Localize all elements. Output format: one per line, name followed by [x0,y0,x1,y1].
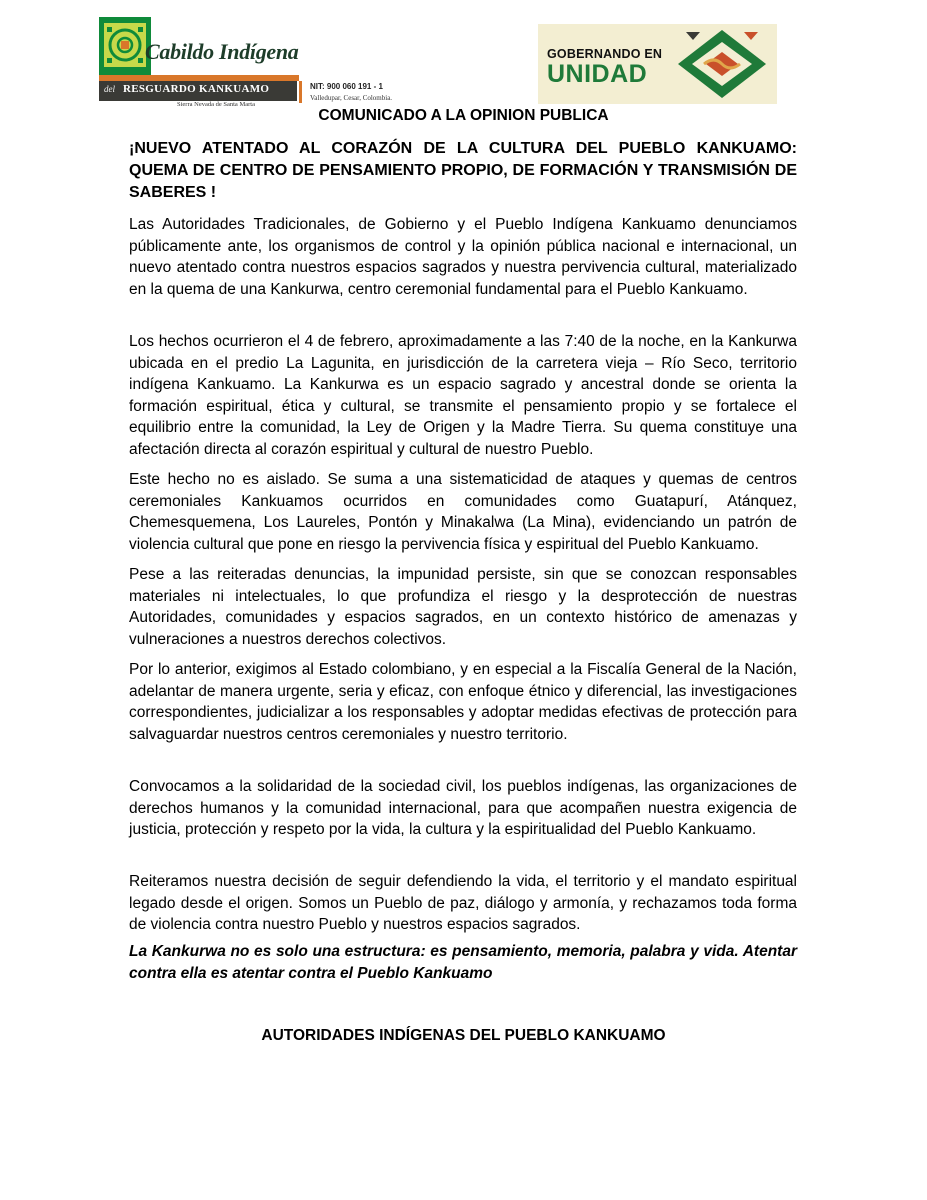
cabildo-indigena-logo [99,17,409,108]
paragraph-3: Este hecho no es aislado. Se suma a una sistematicidad de ataques y quemas de centros ceremoniales Kankuamos ocurridos en comunidades como Guatapurí, Atánquez, Chemesquemena, Los Laureles, Pontón y Minakalwa (La Mina), evidenciando un patrón de violencia cultural que pone en riesgo la pervivencia física y espiritual del Pueblo Kankuamo. [129,471,797,553]
unidad-emblem-icon [674,26,774,102]
gobernando-en-unidad-logo [538,24,777,104]
paragraph-7: Reiteramos nuestra decisión de seguir defendiendo la vida, el territorio y el mandato espiritual legado desde el origen. Somos un Pueblo de paz, diálogo y armonía, y rechazamos toda forma de violencia contra nuestro Pueblo y nuestros espacios sagrados. [129,873,797,933]
paragraph-6: Convocamos a la solidaridad de la sociedad civil, los pueblos indígenas, las organizaciones de derechos humanos y la comunidad internacional, para que acompañen nuestra exigencia de justicia, protección y respeto por la vida, la cultura y la espiritualidad del Pueblo Kankuamo. [129,778,797,838]
logo-cabildo-name: Cabildo Indígena [145,39,299,64]
cabildo-emblem-icon [99,17,151,75]
logo-city-text: Valledupar, Cesar, Colombia. [310,94,393,102]
logo-gobernando-text: GOBERNANDO EN [547,47,663,61]
paragraph-5: Por lo anterior, exigimos al Estado colombiano, y en especial a la Fiscalía General de la Nación, adelantar de manera urgente, seria y eficaz, con enfoque étnico y diferencial, las investigaciones correspondientes, judicializar a los responsables y adoptar medidas efectivas de protección para salvaguardar nuestros centros ceremoniales y nuestro territorio. [129,661,797,743]
logo-resguardo-bar [99,81,297,101]
logo-unidad-text: UNIDAD [547,60,648,88]
communique-title: ¡NUEVO ATENTADO AL CORAZÓN DE LA CULTURA DEL PUEBLO KANKUAMO: QUEMA DE CENTRO DE PENSAMIENTO PROPIO, DE FORMACIÓN Y TRANSMISIÓN DE SABERES ! [129,140,797,201]
logo-resguardo-text: RESGUARDO KANKUAMO [123,83,270,95]
signature-line: AUTORIDADES INDÍGENAS DEL PUEBLO KANKUAMO [261,1027,666,1044]
logo-del-text: del [104,84,115,94]
logo-nit-block [299,81,412,103]
logo-nit-text: NIT: 900 060 191 - 1 [310,82,383,91]
communique-heading: COMUNICADO A LA OPINION PUBLICA [318,107,609,124]
closing-statement: La Kankurwa no es solo una estructura: es pensamiento, memoria, palabra y vida. Atentar contra ella es atentar contra el Pueblo Kankuamo [129,943,797,982]
paragraph-1: Las Autoridades Tradicionales, de Gobierno y el Pueblo Indígena Kankuamo denunciamos públicamente ante, los organismos de control y la opinión pública nacional e internacional, un nuevo atentado contra nuestros espacios sagrados y nuestra pervivencia cultural, materializado en la quema de una Kankurwa, centro ceremonial fundamental para el Pueblo Kankuamo. [129,216,797,298]
logo-sierra-text: Sierra Nevada de Santa Marta [177,101,255,108]
paragraph-2: Los hechos ocurrieron el 4 de febrero, aproximadamente a las 7:40 de la noche, en la Kankurwa ubicada en el predio La Lagunita, en jurisdicción de la carretera vieja – Río Seco, territorio indígena Kankuamo. La Kankurwa es un espacio sagrado y ancestral donde se orienta la formación espiritual, ética y cultural, se transmite el pensamiento propio y se fortalece el equilibrio entre la comunidad, la Ley de Origen y la Madre Tierra. Su quema constituye una afectación directa al corazón espiritual y cultural de nuestro Pueblo. [129,333,797,458]
paragraph-4: Pese a las reiteradas denuncias, la impunidad persiste, sin que se conozcan responsables materiales ni intelectuales, lo que profundiza el riesgo y la desprotección de nuestras Autoridades, comunidades y espacios sagrados, en un contexto histórico de amenazas y vulneraciones a nuestros derechos colectivos. [129,566,797,648]
